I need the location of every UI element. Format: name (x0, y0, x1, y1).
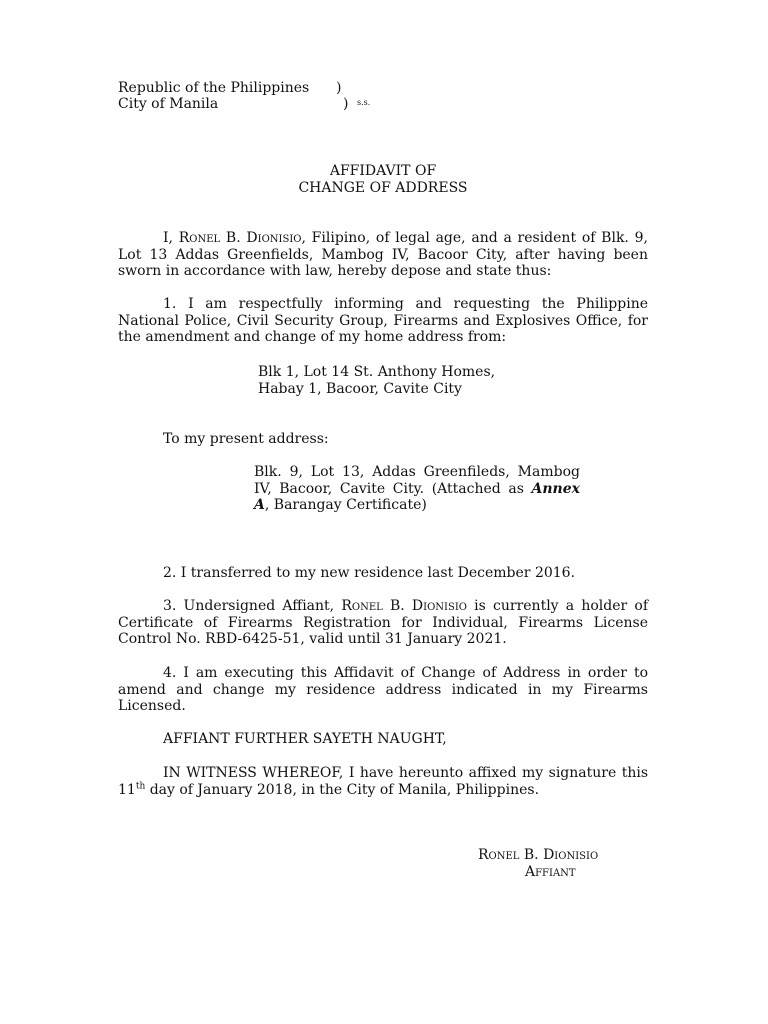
signatory-title: Affiant (525, 864, 576, 880)
new-address: Blk. 9, Lot 13, Addas Greenfileds, Mambog IV, Bacoor, Cavite City. (Attached as Annex A, Barangay Certificate) (254, 464, 580, 514)
further-sayeth: AFFIANT FURTHER SAYETH NAUGHT, (163, 731, 447, 747)
venue-country: Republic of the Philippines (118, 80, 310, 96)
signatory-name: Ronel B. Dionisio (478, 847, 599, 863)
paragraph-4: 4. I am executing this Affidavit of Change of Address in order to amend and change my residence address indicated in my Firearms Licensed. (118, 665, 648, 715)
old-address: Blk 1, Lot 14 St. Anthony Homes, Habay 1, Bacoor, Cavite City (258, 364, 496, 397)
venue-paren-1: ) (336, 80, 342, 96)
present-address-intro: To my present address: (163, 431, 329, 447)
annex-label: Annex A (254, 480, 580, 514)
witness-paragraph: IN WITNESS WHEREOF, I have hereunto affixed my signature this 11th day of January 2018, in the City of Manila, Philippines. (118, 765, 648, 798)
paragraph-3: 3. Undersigned Affiant, Ronel B. Dionisio is currently a holder of Certificate of Firearms Registration for Individual, Firearms License Control No. RBD-6425-51, valid until 31 January 2021. (118, 598, 649, 648)
paragraph-1: 1. I am respectfully informing and requesting the Philippine National Police, Civil Security Group, Firearms and Explosives Office, for the amendment and change of my home address from: (118, 296, 648, 346)
intro-paragraph: I, Ronel B. Dionisio, Filipino, of legal age, and a resident of Blk. 9, Lot 13 Addas Greenfields, Mambog IV, Bacoor City, after having been sworn in accordance with law, hereby depose and state thus: (118, 230, 648, 280)
title-line-1: AFFIDAVIT OF (329, 163, 437, 179)
venue-paren-2: ) (343, 96, 349, 112)
title-line-2: CHANGE OF ADDRESS (298, 180, 468, 196)
paragraph-2: 2. I transferred to my new residence last December 2016. (163, 565, 576, 581)
venue-city: City of Manila (118, 96, 219, 112)
venue-ss: s.s. (357, 98, 371, 107)
affiant-name-inline: Ronel B. Dionisio (178, 230, 302, 246)
affiant-name-inline-2: Ronel B. Dionisio (341, 598, 467, 614)
